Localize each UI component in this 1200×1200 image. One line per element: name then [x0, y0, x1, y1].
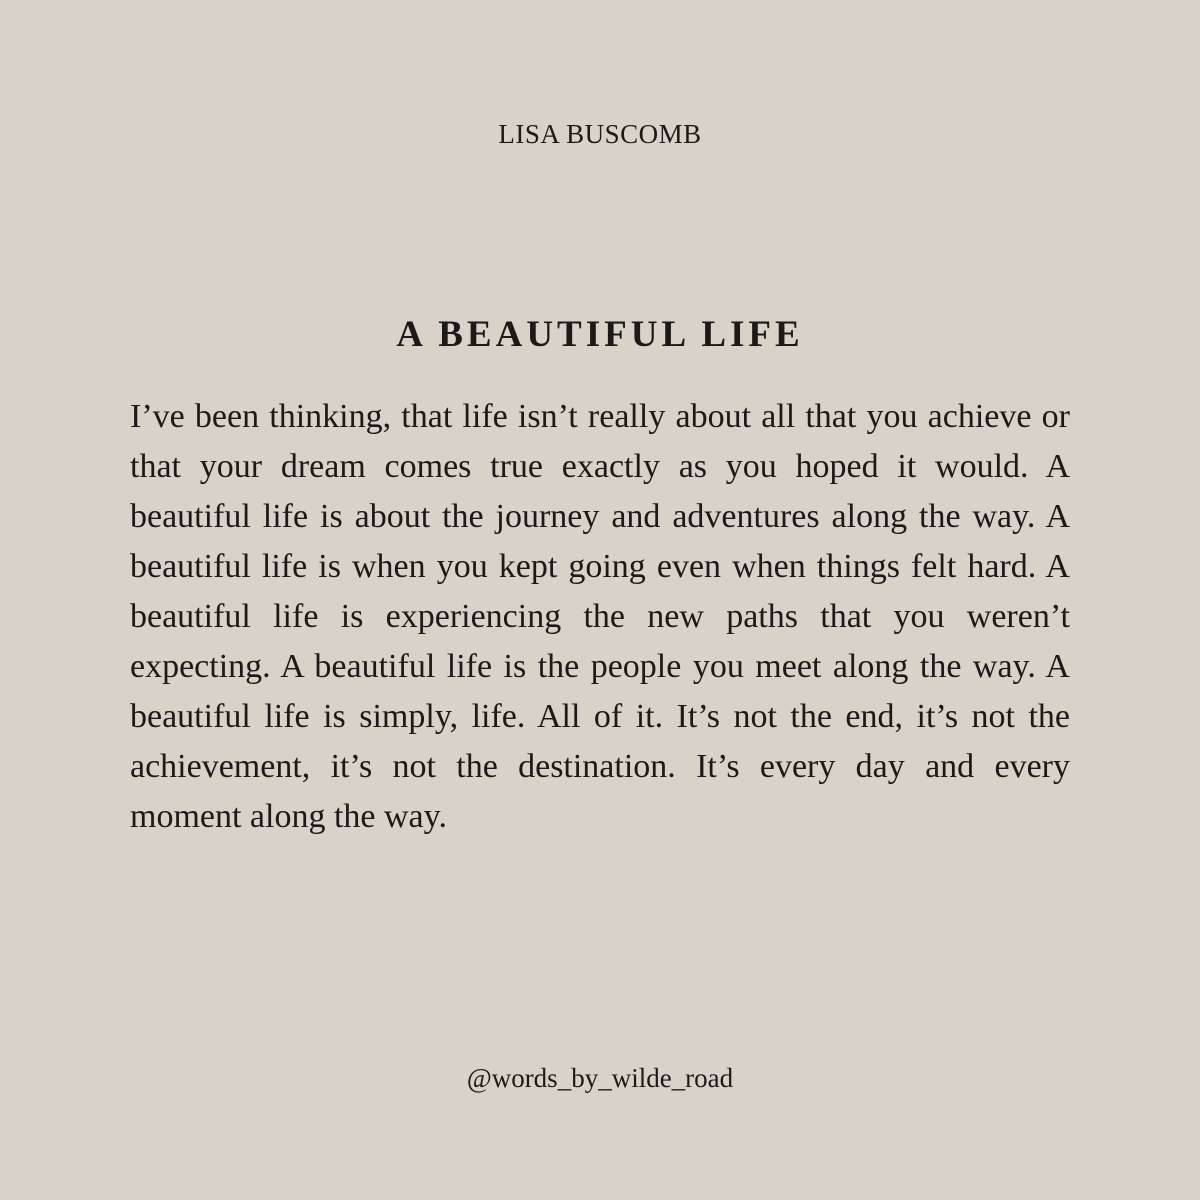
social-handle: @words_by_wilde_road: [466, 1063, 734, 1093]
poem-title: A BEAUTIFUL LIFE: [396, 314, 804, 355]
author-name: LISA BUSCOMB: [498, 119, 702, 149]
poem-body: I’ve been thinking, that life isn’t really about all that you achieve or that your dream comes true exactly as you hoped it would. A beautiful life is about the journey and adventures along the way. A beautiful life is when you kept going even when things felt hard. A beautiful life is experiencing the new paths that you weren’t expecting. A beautiful life is the people you meet along the way. A beautiful life is simply, life. All of it. It’s not the end, it’s not the achievement, it’s not the destination. It’s every day and every moment along the way.: [130, 398, 1070, 835]
